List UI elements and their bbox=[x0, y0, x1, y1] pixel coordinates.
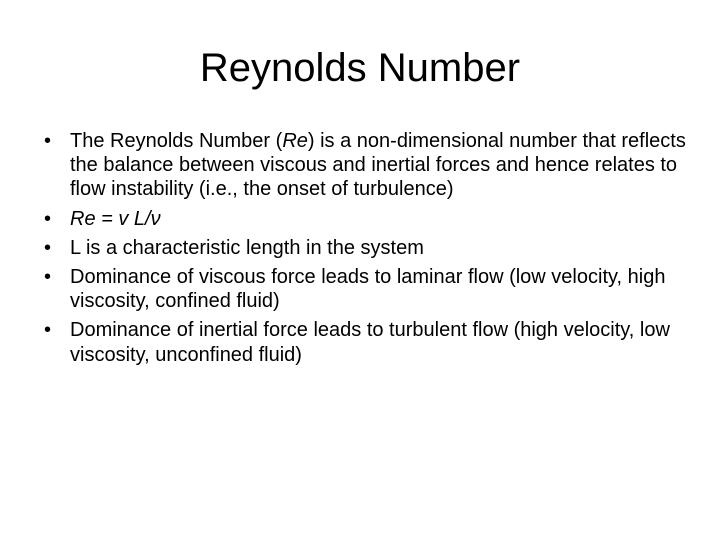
bullet-marker: • bbox=[44, 319, 52, 342]
bullet-text-re-symbol: Re bbox=[282, 130, 308, 152]
formula-text: Re = v L/ν bbox=[70, 207, 161, 230]
bullet-text: L is a characteristic length in the system bbox=[70, 236, 424, 259]
bullet-text-suffix: ) is a non-dimensional number that reflects the balance between viscous and inertial forces and hence relates to flow instability (i.e., the onset of turbulence) bbox=[70, 130, 686, 201]
slide-title: Reynolds Number bbox=[199, 46, 521, 90]
bullet-item-definition bbox=[44, 129, 694, 202]
bullet-item-laminar bbox=[44, 265, 694, 313]
bullet-item-turbulent bbox=[44, 318, 694, 366]
bullet-text: Dominance of viscous force leads to laminar flow (low velocity, high viscosity, confined fluid) bbox=[70, 266, 666, 313]
bullet-item-formula bbox=[44, 207, 694, 231]
bullet-marker: • bbox=[44, 207, 52, 230]
bullet-marker: • bbox=[44, 236, 52, 259]
bullet-marker: • bbox=[44, 130, 52, 152]
bullet-item-length bbox=[44, 236, 694, 260]
bullet-text: Dominance of inertial force leads to turbulent flow (high velocity, low viscosity, unconfined fluid) bbox=[70, 319, 670, 366]
bullet-marker: • bbox=[44, 266, 52, 289]
bullet-list bbox=[44, 129, 694, 372]
bullet-text-prefix: The Reynolds Number ( bbox=[70, 130, 283, 152]
